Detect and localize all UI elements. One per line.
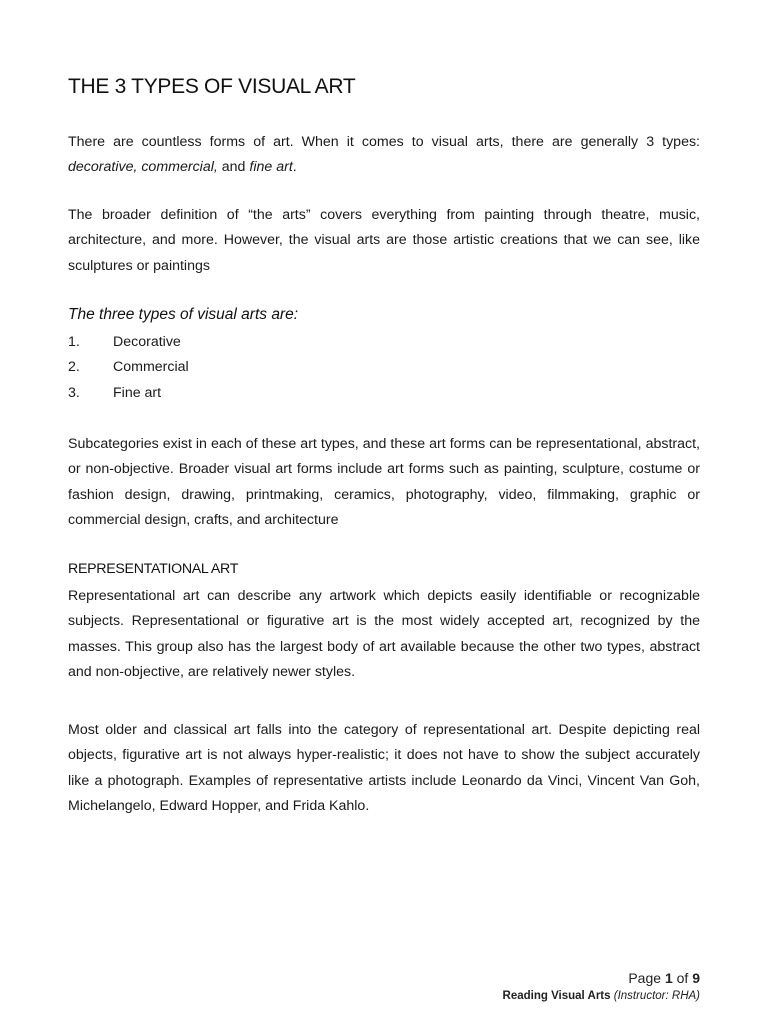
intro-paragraph xyxy=(68,130,700,181)
list-item-number: 2. xyxy=(68,359,80,376)
list-item-label: Decorative xyxy=(113,334,181,350)
list-item xyxy=(68,355,189,380)
types-heading: The three types of visual arts are: xyxy=(68,306,299,323)
list-item-number: 1. xyxy=(68,334,80,350)
subcategories-paragraph: Subcategories exist in each of these art types, and these art forms can be representational, abstract, or non-objective. Broader visual art forms include art forms such as painting, sculpture, costume or fashion design, drawing, printmaking, ceramics, photography, video, filmmaking, graphic or commercial design, crafts, and architecture xyxy=(68,436,700,528)
broader-definition-paragraph: The broader definition of “the arts” covers everything from painting through theatre, music, architecture, and more. However, the visual arts are those artistic creations that we can see, like sculptures or paintings xyxy=(68,207,700,274)
of-word: of xyxy=(676,970,689,986)
list-item-label: Commercial xyxy=(113,359,189,376)
page-word: Page xyxy=(628,970,662,986)
intro-text: There are countless forms of art. When it comes to visual arts, there are generally 3 types: xyxy=(68,134,700,150)
list-item xyxy=(68,381,189,406)
page-number xyxy=(628,970,700,986)
representational-heading: REPRESENTATIONAL ART xyxy=(68,561,239,577)
intro-and: and xyxy=(221,159,246,176)
intro-end: . xyxy=(292,159,297,176)
instructor-label: (Instructor: RHA) xyxy=(613,990,700,1002)
course-name: Reading Visual Arts xyxy=(502,990,611,1002)
page-current: 1 xyxy=(664,970,673,986)
list-item-number: 3. xyxy=(68,384,80,401)
page-total: 9 xyxy=(692,970,700,986)
representational-paragraph-2: Most older and classical art falls into the category of representational art. Despite depicting real objects, figurative art is not always hyper-realistic; it does not have to show the subject accurately like a photograph. Examples of representative artists include Leonardo da Vinci, Vincent Van Goh, Michelangelo, Edward Hopper, and Frida Kahlo. xyxy=(68,722,700,814)
representational-paragraph-1: Representational art can describe any artwork which depicts easily identifiable or recognizable subjects. Representational or figurative art is the most widely accepted art, recognized by the masses. This group also has the largest body of art available because the other two types, abstract and non-objective, are relatively newer styles. xyxy=(68,588,700,680)
page-title: THE 3 TYPES OF VISUAL ART xyxy=(68,75,356,98)
types-list xyxy=(68,330,189,406)
list-item xyxy=(68,330,189,355)
footer-course-info xyxy=(503,990,700,1002)
intro-types-italic-2: fine art xyxy=(249,159,293,176)
intro-types-italic-1: decorative, commercial, xyxy=(68,159,218,176)
list-item-label: Fine art xyxy=(113,384,162,401)
document-page xyxy=(68,0,700,1024)
